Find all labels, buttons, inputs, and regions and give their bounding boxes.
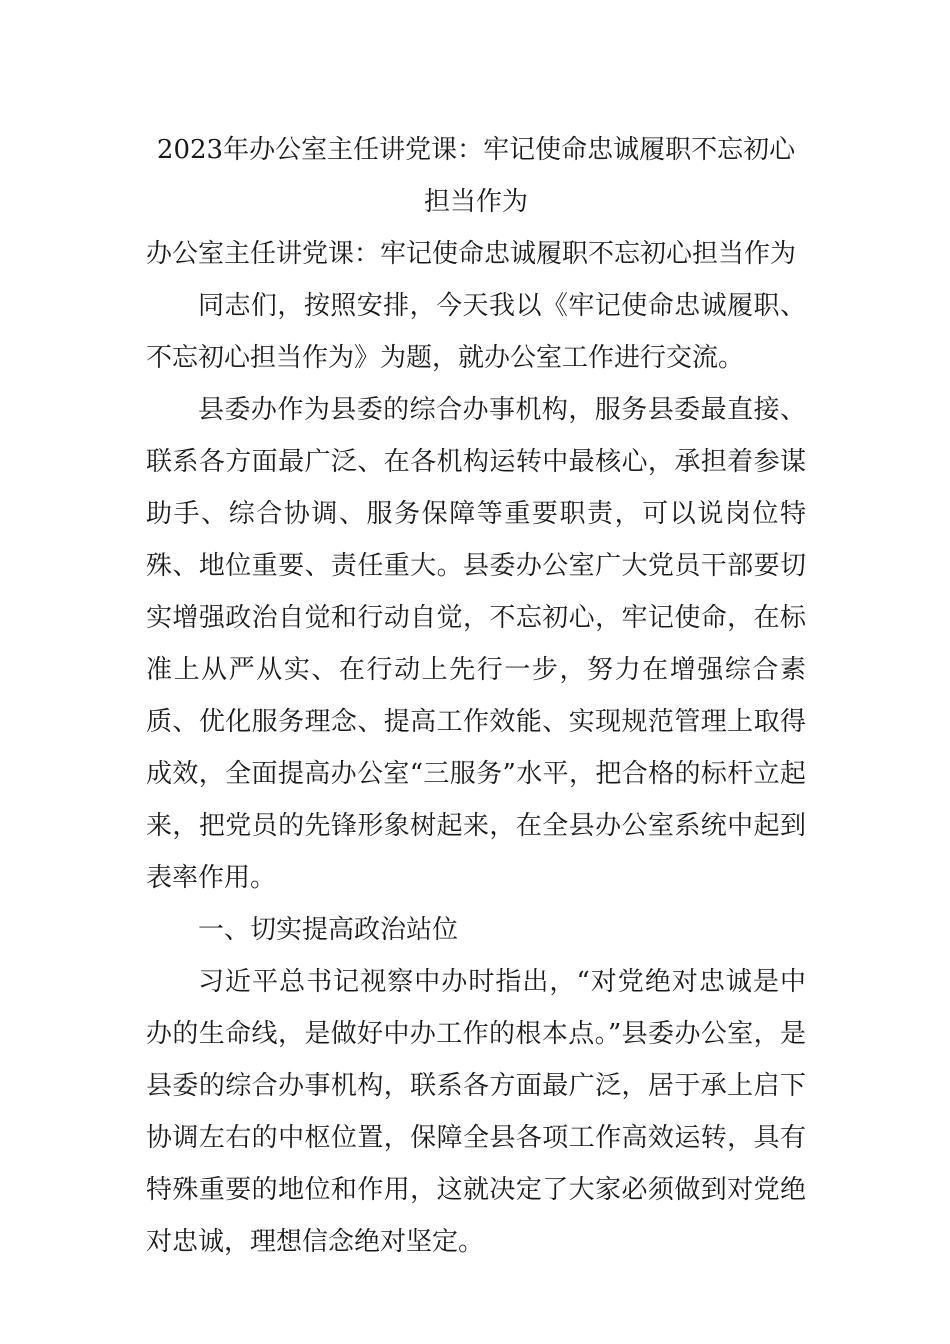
- intro-paragraph: 同志们，按照安排，今天我以《牢记使命忠诚履职、不忘初心担当作为》为题，就办公室工作进行交流。: [146, 291, 806, 373]
- section-heading: 一、切实提高政治站位: [198, 915, 459, 945]
- document-title: 2023年办公室主任讲党课：牢记使命忠诚履职不忘初心担当作为: [156, 135, 796, 217]
- document-body: [146, 124, 806, 1268]
- section-paragraph: 习近平总书记视察中办时指出，“对党绝对忠诚是中办的生命线，是做好中办工作的根本点。”县委办公室，是县委的综合办事机构，联系各方面最广泛，居于承上启下协调左右的中枢位置，保障全县各项工作高效运转，具有特殊重要的地位和作用，这就决定了大家必须做到对党绝对忠诚，理想信念绝对坚定。: [146, 967, 806, 1257]
- document-subtitle: 办公室主任讲党课：牢记使命忠诚履职不忘初心担当作为: [146, 239, 797, 269]
- body-paragraph: 县委办作为县委的综合办事机构，服务县委最直接、联系各方面最广泛、在各机构运转中最核心，承担着参谋助手、综合协调、服务保障等重要职责，可以说岗位特殊、地位重要、责任重大。县委办公室广大党员干部要切实增强政治自觉和行动自觉，不忘初心，牢记使命，在标准上从严从实、在行动上先行一步，努力在增强综合素质、优化服务理念、提高工作效能、实现规范管理上取得成效，全面提高办公室“三服务”水平，把合格的标杆立起来，把党员的先锋形象树起来，在全县办公室系统中起到表率作用。: [146, 395, 806, 893]
